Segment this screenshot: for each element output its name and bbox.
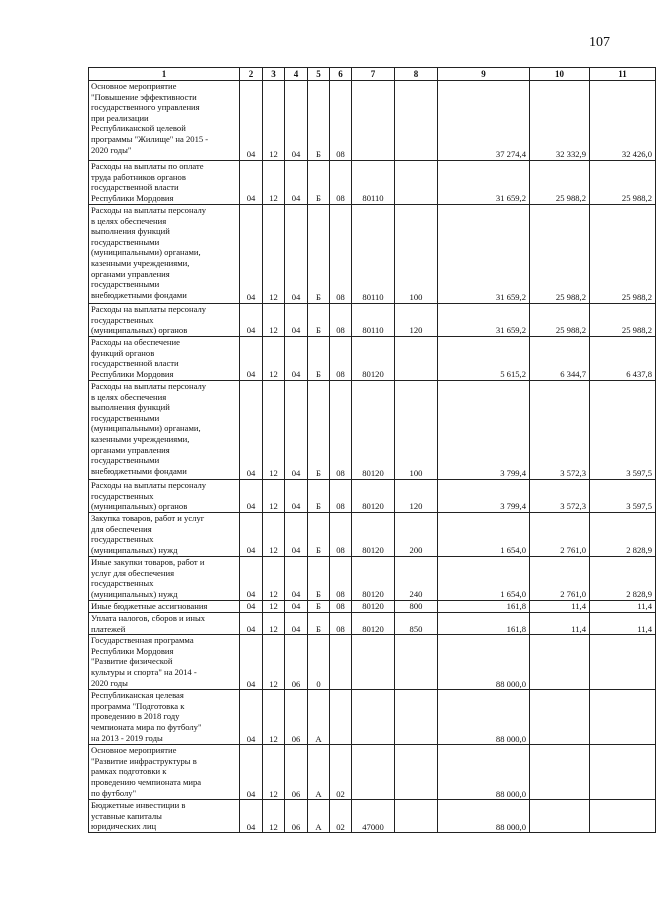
event-code-cell: 08 [330, 480, 352, 513]
amount-year1-cell: 88 000,0 [438, 690, 530, 745]
amount-year2-cell: 2 761,0 [530, 513, 590, 557]
amount-year2-cell [530, 690, 590, 745]
direction-code-cell: 80120 [352, 613, 395, 635]
amount-year2-cell: 32 332,9 [530, 81, 590, 161]
subsection-code-cell: 12 [263, 513, 285, 557]
event-code-cell: 08 [330, 381, 352, 480]
table-row [89, 205, 656, 304]
direction-code-cell: 80110 [352, 161, 395, 205]
amount-year3-cell: 25 988,2 [590, 205, 656, 304]
column-header: 9 [438, 68, 530, 81]
table-row [89, 381, 656, 480]
amount-year1-cell: 37 274,4 [438, 81, 530, 161]
program-code-cell: 04 [285, 205, 308, 304]
row-name-cell: Иные закупки товаров, работ и услуг для обеспечения государственных (муниципальных) нужд [89, 557, 240, 601]
amount-year2-cell: 25 988,2 [530, 161, 590, 205]
subsection-code-cell: 12 [263, 690, 285, 745]
program-code-cell: 04 [285, 304, 308, 337]
direction-code-cell [352, 635, 395, 690]
event-code-cell: 02 [330, 745, 352, 800]
expense-type-cell: 100 [395, 205, 438, 304]
section-code-cell: 04 [240, 205, 263, 304]
column-header: 7 [352, 68, 395, 81]
section-code-cell: 04 [240, 381, 263, 480]
event-code-cell: 08 [330, 304, 352, 337]
row-name-cell: Уплата налогов, сборов и иных платежей [89, 613, 240, 635]
event-code-cell [330, 690, 352, 745]
row-name-cell: Государственная программа Республики Мордовия "Развитие физической культуры и спорта" на 2014 - 2020 годы [89, 635, 240, 690]
table-row [89, 337, 656, 381]
expense-type-cell: 120 [395, 304, 438, 337]
expense-type-cell: 800 [395, 601, 438, 613]
table-row [89, 161, 656, 205]
table-row [89, 513, 656, 557]
amount-year1-cell: 3 799,4 [438, 381, 530, 480]
subprogram-code-cell: Б [308, 304, 330, 337]
amount-year1-cell: 5 615,2 [438, 337, 530, 381]
program-code-cell: 06 [285, 635, 308, 690]
column-header: 2 [240, 68, 263, 81]
row-name-cell: Республиканская целевая программа "Подготовка к проведению в 2018 году чемпионата мира по футболу" на 2013 - 2019 годы [89, 690, 240, 745]
amount-year3-cell [590, 690, 656, 745]
subsection-code-cell: 12 [263, 601, 285, 613]
direction-code-cell: 80120 [352, 480, 395, 513]
expense-type-cell [395, 800, 438, 833]
table-row [89, 745, 656, 800]
column-header: 6 [330, 68, 352, 81]
event-code-cell: 08 [330, 81, 352, 161]
direction-code-cell: 80120 [352, 337, 395, 381]
amount-year3-cell: 11,4 [590, 601, 656, 613]
row-name-cell: Расходы на выплаты персоналу государственных (муниципальных) органов [89, 480, 240, 513]
event-code-cell: 08 [330, 557, 352, 601]
amount-year2-cell: 3 572,3 [530, 480, 590, 513]
subsection-code-cell: 12 [263, 745, 285, 800]
row-name-cell: Расходы на выплаты персоналу государственных (муниципальных) органов [89, 304, 240, 337]
program-code-cell: 04 [285, 161, 308, 205]
event-code-cell: 08 [330, 161, 352, 205]
event-code-cell: 08 [330, 205, 352, 304]
program-code-cell: 06 [285, 800, 308, 833]
budget-table [88, 67, 656, 833]
subsection-code-cell: 12 [263, 480, 285, 513]
expense-type-cell: 240 [395, 557, 438, 601]
direction-code-cell [352, 690, 395, 745]
column-header: 4 [285, 68, 308, 81]
table-header [89, 68, 656, 81]
subsection-code-cell: 12 [263, 205, 285, 304]
expense-type-cell [395, 81, 438, 161]
event-code-cell [330, 635, 352, 690]
amount-year3-cell: 25 988,2 [590, 161, 656, 205]
amount-year3-cell: 6 437,8 [590, 337, 656, 381]
table-row [89, 635, 656, 690]
direction-code-cell: 80120 [352, 557, 395, 601]
subprogram-code-cell: Б [308, 557, 330, 601]
direction-code-cell: 80120 [352, 601, 395, 613]
subprogram-code-cell: Б [308, 161, 330, 205]
subprogram-code-cell: А [308, 690, 330, 745]
section-code-cell: 04 [240, 613, 263, 635]
subsection-code-cell: 12 [263, 81, 285, 161]
direction-code-cell: 80110 [352, 304, 395, 337]
subprogram-code-cell: Б [308, 381, 330, 480]
amount-year1-cell: 161,8 [438, 613, 530, 635]
program-code-cell: 04 [285, 601, 308, 613]
column-header: 8 [395, 68, 438, 81]
section-code-cell: 04 [240, 337, 263, 381]
amount-year1-cell: 88 000,0 [438, 745, 530, 800]
section-code-cell: 04 [240, 304, 263, 337]
column-header: 1 [89, 68, 240, 81]
subprogram-code-cell: Б [308, 205, 330, 304]
event-code-cell: 08 [330, 613, 352, 635]
subprogram-code-cell: 0 [308, 635, 330, 690]
amount-year3-cell [590, 635, 656, 690]
event-code-cell: 08 [330, 601, 352, 613]
amount-year2-cell [530, 635, 590, 690]
amount-year3-cell: 2 828,9 [590, 557, 656, 601]
amount-year3-cell: 3 597,5 [590, 381, 656, 480]
header-row [89, 68, 656, 81]
table-body [89, 81, 656, 833]
expense-type-cell: 100 [395, 381, 438, 480]
table-row [89, 557, 656, 601]
column-header: 5 [308, 68, 330, 81]
subprogram-code-cell: Б [308, 513, 330, 557]
expense-type-cell [395, 635, 438, 690]
amount-year2-cell: 25 988,2 [530, 205, 590, 304]
subsection-code-cell: 12 [263, 337, 285, 381]
direction-code-cell: 80120 [352, 513, 395, 557]
subprogram-code-cell: Б [308, 81, 330, 161]
section-code-cell: 04 [240, 81, 263, 161]
row-name-cell: Основное мероприятие "Повышение эффективности государственного управления при реализации Республиканской целевой программы "Жилище" на 2015 - 2020 годы" [89, 81, 240, 161]
amount-year2-cell: 11,4 [530, 601, 590, 613]
event-code-cell: 02 [330, 800, 352, 833]
subsection-code-cell: 12 [263, 161, 285, 205]
section-code-cell: 04 [240, 690, 263, 745]
amount-year3-cell: 3 597,5 [590, 480, 656, 513]
expense-type-cell [395, 337, 438, 381]
subprogram-code-cell: Б [308, 480, 330, 513]
section-code-cell: 04 [240, 800, 263, 833]
amount-year3-cell: 32 426,0 [590, 81, 656, 161]
amount-year3-cell: 2 828,9 [590, 513, 656, 557]
table-row [89, 304, 656, 337]
expense-type-cell [395, 745, 438, 800]
amount-year2-cell: 11,4 [530, 613, 590, 635]
program-code-cell: 04 [285, 81, 308, 161]
amount-year2-cell: 25 988,2 [530, 304, 590, 337]
amount-year2-cell: 6 344,7 [530, 337, 590, 381]
row-name-cell: Расходы на выплаты персоналу в целях обеспечения выполнения функций государственными (муниципальными) органами, казенными учреждениями, органами управления государственными внебюджетными фондами [89, 205, 240, 304]
subprogram-code-cell: А [308, 745, 330, 800]
amount-year2-cell: 2 761,0 [530, 557, 590, 601]
subprogram-code-cell: Б [308, 337, 330, 381]
direction-code-cell [352, 81, 395, 161]
subprogram-code-cell: Б [308, 613, 330, 635]
amount-year3-cell [590, 745, 656, 800]
table-row [89, 480, 656, 513]
program-code-cell: 04 [285, 513, 308, 557]
amount-year1-cell: 31 659,2 [438, 304, 530, 337]
program-code-cell: 04 [285, 557, 308, 601]
program-code-cell: 06 [285, 690, 308, 745]
direction-code-cell: 47000 [352, 800, 395, 833]
amount-year2-cell [530, 800, 590, 833]
expense-type-cell: 850 [395, 613, 438, 635]
amount-year1-cell: 31 659,2 [438, 161, 530, 205]
row-name-cell: Основное мероприятие "Развитие инфраструктуры в рамках подготовки к проведению чемпионата мира по футболу" [89, 745, 240, 800]
row-name-cell: Иные бюджетные ассигнования [89, 601, 240, 613]
event-code-cell: 08 [330, 513, 352, 557]
direction-code-cell: 80120 [352, 381, 395, 480]
section-code-cell: 04 [240, 480, 263, 513]
expense-type-cell: 120 [395, 480, 438, 513]
amount-year3-cell [590, 800, 656, 833]
column-header: 3 [263, 68, 285, 81]
table-row [89, 690, 656, 745]
program-code-cell: 04 [285, 337, 308, 381]
section-code-cell: 04 [240, 635, 263, 690]
amount-year2-cell: 3 572,3 [530, 381, 590, 480]
row-name-cell: Бюджетные инвестиции в уставные капиталы юридических лиц [89, 800, 240, 833]
section-code-cell: 04 [240, 745, 263, 800]
page-number: 107 [589, 35, 610, 50]
program-code-cell: 04 [285, 480, 308, 513]
amount-year1-cell: 31 659,2 [438, 205, 530, 304]
row-name-cell: Закупка товаров, работ и услуг для обеспечения государственных (муниципальных) нужд [89, 513, 240, 557]
section-code-cell: 04 [240, 601, 263, 613]
column-header: 10 [530, 68, 590, 81]
amount-year1-cell: 88 000,0 [438, 800, 530, 833]
amount-year1-cell: 3 799,4 [438, 480, 530, 513]
expense-type-cell [395, 690, 438, 745]
program-code-cell: 04 [285, 613, 308, 635]
section-code-cell: 04 [240, 513, 263, 557]
section-code-cell: 04 [240, 161, 263, 205]
table-row [89, 81, 656, 161]
expense-type-cell [395, 161, 438, 205]
program-code-cell: 06 [285, 745, 308, 800]
amount-year1-cell: 1 654,0 [438, 513, 530, 557]
subsection-code-cell: 12 [263, 381, 285, 480]
direction-code-cell [352, 745, 395, 800]
amount-year3-cell: 11,4 [590, 613, 656, 635]
table-row [89, 613, 656, 635]
subsection-code-cell: 12 [263, 613, 285, 635]
row-name-cell: Расходы на выплаты персоналу в целях обеспечения выполнения функций государственными (муниципальными) органами, казенными учреждениями, органами управления государственными внебюджетными фондами [89, 381, 240, 480]
amount-year3-cell: 25 988,2 [590, 304, 656, 337]
amount-year1-cell: 1 654,0 [438, 557, 530, 601]
table-row [89, 601, 656, 613]
program-code-cell: 04 [285, 381, 308, 480]
row-name-cell: Расходы на выплаты по оплате труда работников органов государственной власти Республики Мордовия [89, 161, 240, 205]
expense-type-cell: 200 [395, 513, 438, 557]
subsection-code-cell: 12 [263, 304, 285, 337]
direction-code-cell: 80110 [352, 205, 395, 304]
amount-year2-cell [530, 745, 590, 800]
subprogram-code-cell: А [308, 800, 330, 833]
subsection-code-cell: 12 [263, 800, 285, 833]
row-name-cell: Расходы на обеспечение функций органов государственной власти Республики Мордовия [89, 337, 240, 381]
amount-year1-cell: 88 000,0 [438, 635, 530, 690]
event-code-cell: 08 [330, 337, 352, 381]
subprogram-code-cell: Б [308, 601, 330, 613]
column-header: 11 [590, 68, 656, 81]
amount-year1-cell: 161,8 [438, 601, 530, 613]
subsection-code-cell: 12 [263, 635, 285, 690]
subsection-code-cell: 12 [263, 557, 285, 601]
section-code-cell: 04 [240, 557, 263, 601]
table-row [89, 800, 656, 833]
